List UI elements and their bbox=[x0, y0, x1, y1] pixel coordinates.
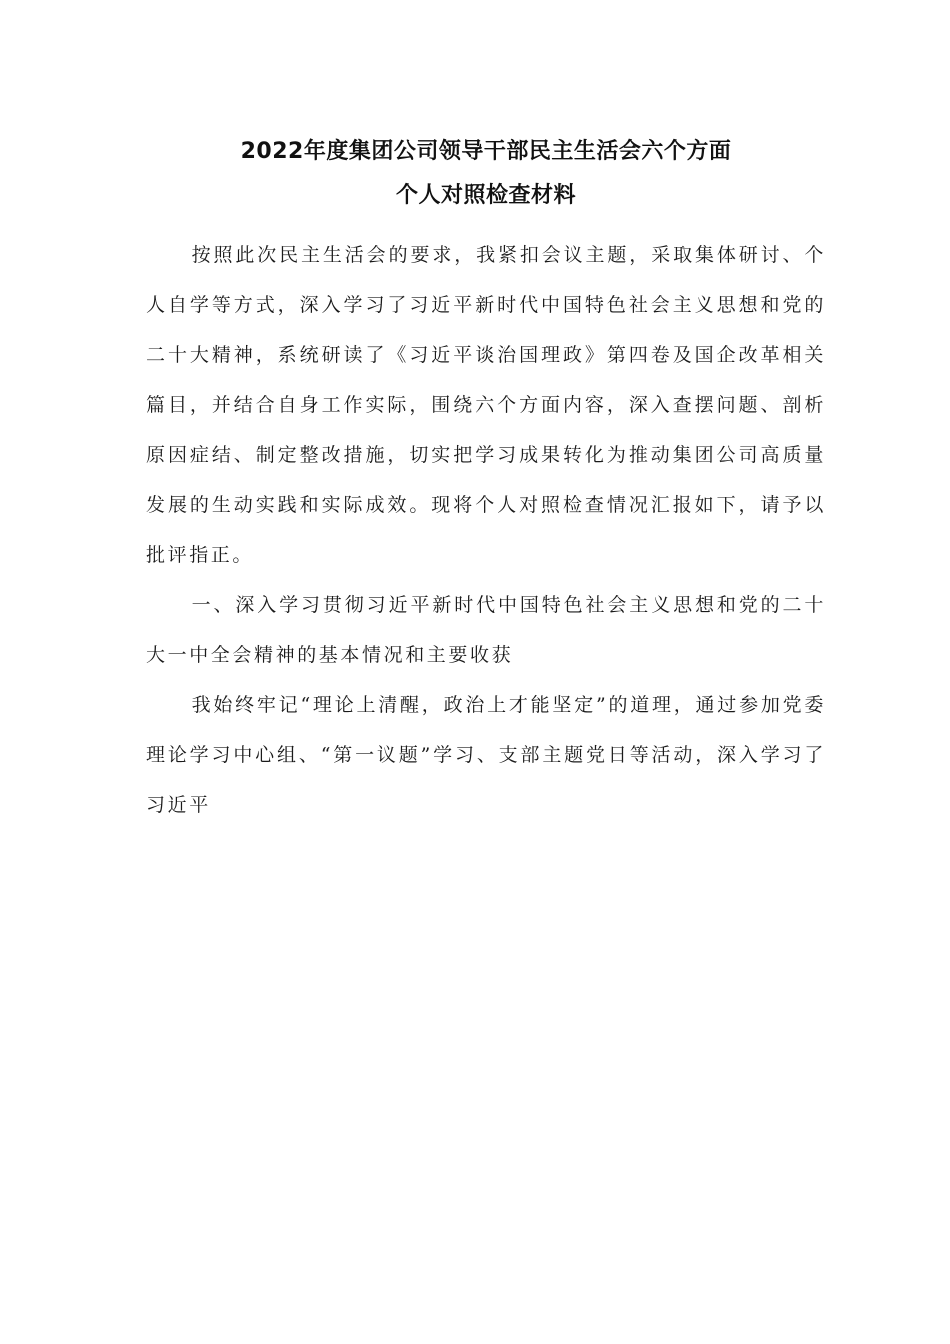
section-heading-1: 一、深入学习贯彻习近平新时代中国特色社会主义思想和党的二十大一中全会精神的基本情况和主要收获 bbox=[146, 594, 826, 666]
document-title-line2: 个人对照检查材料 bbox=[395, 183, 576, 208]
intro-paragraph: 按照此次民主生活会的要求，我紧扣会议主题，采取集体研讨、个人自学等方式，深入学习了习近平新时代中国特色社会主义思想和党的二十大精神，系统研读了《习近平谈治国理政》第四卷及国企改革相关篇目，并结合自身工作实际，围绕六个方面内容，深入查摆问题、剖析原因症结、制定整改措施，切实把学习成果转化为推动集团公司高质量发展的生动实践和实际成效。现将个人对照检查情况汇报如下，请予以批评指正。 bbox=[146, 244, 826, 566]
section-paragraph-1: 我始终牢记“理论上清醒，政治上才能坚定”的道理，通过参加党委理论学习中心组、“第一议题”学习、支部主题党日等活动，深入学习了习近平 bbox=[146, 694, 826, 816]
document-title-line1: 2022年度集团公司领导干部民主生活会六个方面 bbox=[240, 139, 732, 164]
document-page bbox=[146, 130, 826, 830]
